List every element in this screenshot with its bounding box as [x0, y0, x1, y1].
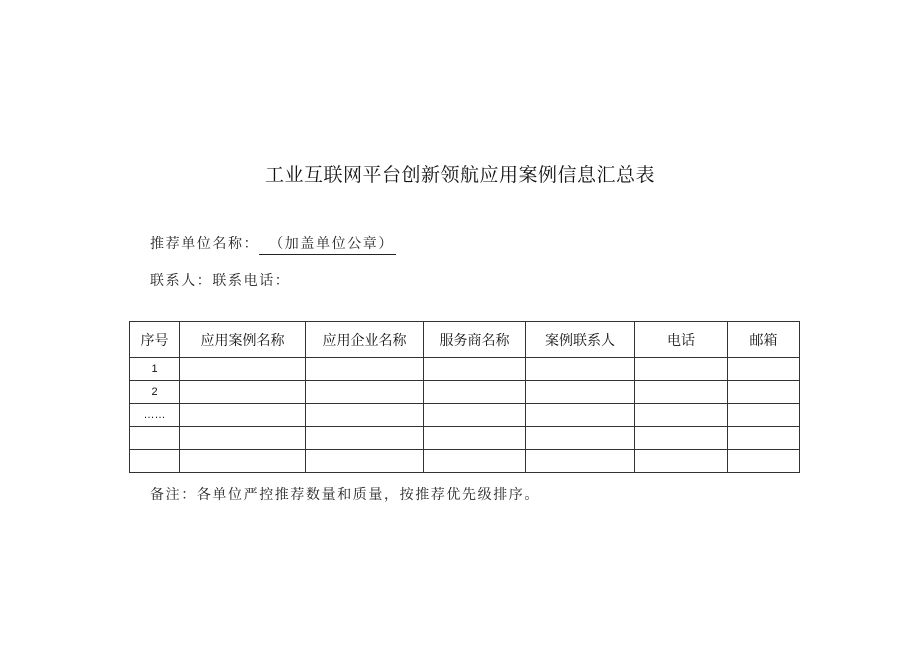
table-cell: [635, 427, 728, 450]
header-cell-provider-name: 服务商名称: [424, 322, 526, 358]
table-cell: [180, 427, 306, 450]
table-cell: 2: [130, 381, 180, 404]
table-row: [130, 427, 800, 450]
table-cell: [635, 404, 728, 427]
table-cell: [424, 427, 526, 450]
table-cell: [728, 358, 800, 381]
table-cell: [306, 358, 424, 381]
table-row: [130, 358, 800, 381]
table-cell: [728, 404, 800, 427]
table-header-row: [130, 322, 800, 358]
table-cell: [526, 404, 635, 427]
table-cell: [728, 381, 800, 404]
header-cell-index: 序号: [130, 322, 180, 358]
table-cell: [424, 358, 526, 381]
recommender-value: （加盖单位公章）: [259, 236, 396, 255]
table-cell: [306, 450, 424, 473]
note-text: 备注：各单位严控推荐数量和质量，按推荐优先级排序。: [150, 487, 540, 503]
table-cell: [130, 427, 180, 450]
table-cell: [180, 450, 306, 473]
table-cell: [180, 381, 306, 404]
recommender-line: [150, 233, 396, 255]
table-cell: [424, 404, 526, 427]
header-cell-contact-person: 案例联系人: [526, 322, 635, 358]
header-cell-email: 邮箱: [728, 322, 800, 358]
summary-table: [129, 321, 800, 473]
table-cell: ……: [130, 404, 180, 427]
recommender-label: 推荐单位名称：: [150, 236, 260, 252]
contact-line: 联系人：联系电话：: [150, 273, 291, 289]
header-cell-case-name: 应用案例名称: [180, 322, 306, 358]
table-row: [130, 404, 800, 427]
table-cell: [424, 450, 526, 473]
table-cell: [526, 450, 635, 473]
table-cell: [130, 450, 180, 473]
header-cell-company-name: 应用企业名称: [306, 322, 424, 358]
table-cell: [635, 381, 728, 404]
table-cell: [526, 427, 635, 450]
table-cell: [635, 450, 728, 473]
table-cell: [728, 450, 800, 473]
table-cell: [180, 358, 306, 381]
table-cell: [526, 381, 635, 404]
table-cell: 1: [130, 358, 180, 381]
header-cell-phone: 电话: [635, 322, 728, 358]
page-title: 工业互联网平台创新领航应用案例信息汇总表: [264, 164, 655, 186]
table-cell: [306, 404, 424, 427]
table-cell: [424, 381, 526, 404]
table-cell: [306, 427, 424, 450]
table-cell: [306, 381, 424, 404]
table-row: [130, 450, 800, 473]
table-cell: [526, 358, 635, 381]
table-cell: [728, 427, 800, 450]
table-row: [130, 381, 800, 404]
table-cell: [635, 358, 728, 381]
table-cell: [180, 404, 306, 427]
